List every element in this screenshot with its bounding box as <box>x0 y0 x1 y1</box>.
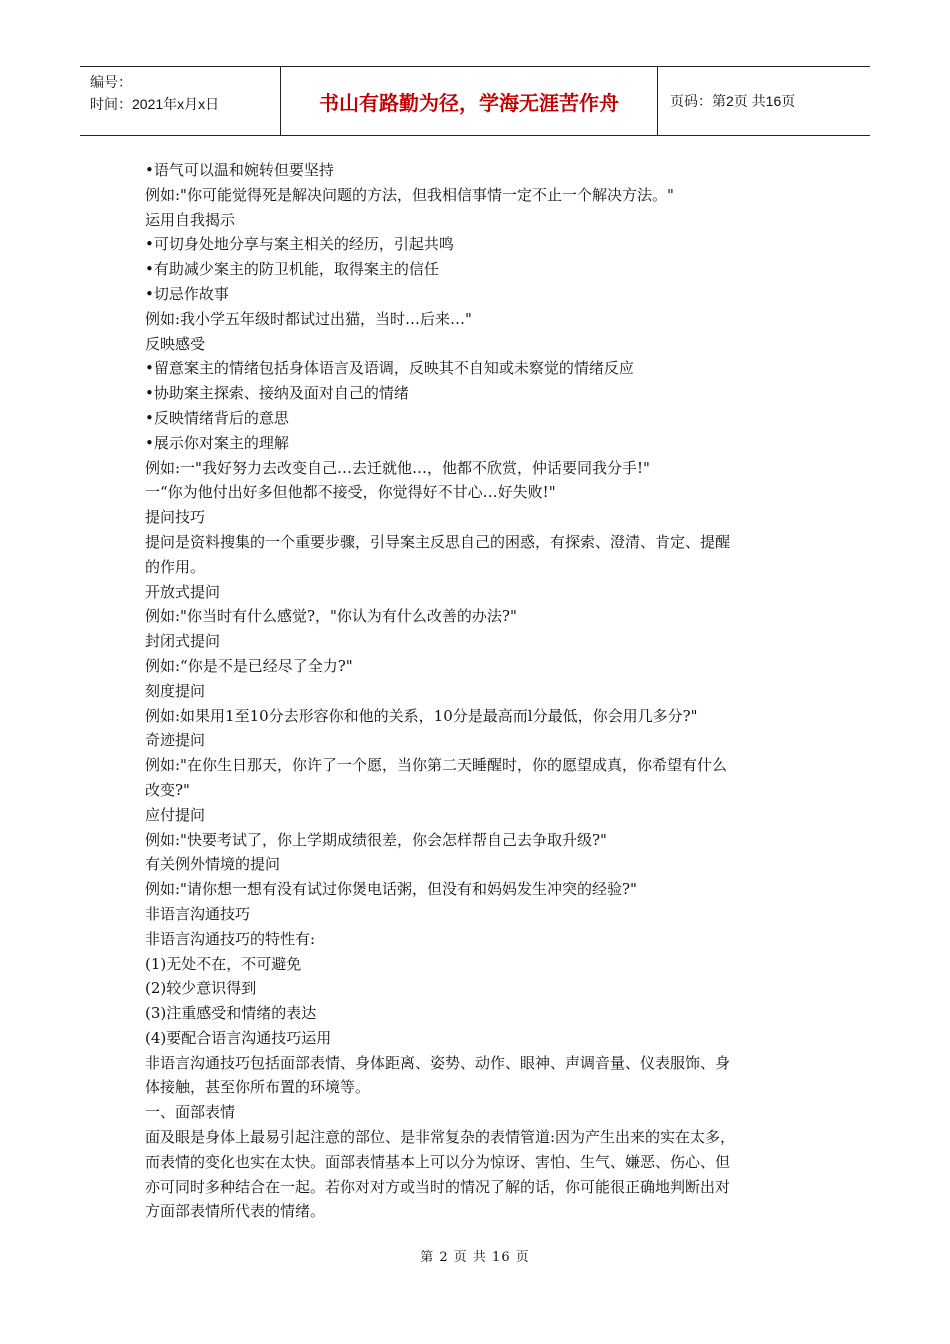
document-body <box>145 158 805 1224</box>
text-line: 方面部表情所代表的情绪。 <box>145 1202 326 1221</box>
text-line: (2)较少意识得到 <box>145 979 257 998</box>
text-line: 例如:"快要考试了，你上学期成绩很差，你会怎样帮自己去争取升级?" <box>145 830 607 849</box>
text-line: 一、面部表情 <box>145 1103 236 1122</box>
text-line: 应付提问 <box>145 805 206 824</box>
text-line: 刻度提问 <box>145 681 206 700</box>
text-line: 例如:"请你想一想有没有试过你煲电话粥，但没有和妈妈发生冲突的经验?" <box>145 880 637 899</box>
text-line: 封闭式提问 <box>145 632 221 651</box>
text-line: 提问是资料搜集的一个重要步骤，引导案主反思自己的困惑，有探索、澄清、肯定、提醒 <box>145 532 731 551</box>
text-line: •可切身处地分享与案主相关的经历，引起共鸣 <box>145 235 454 254</box>
text-line: 体接触，甚至你所布置的环境等。 <box>145 1078 371 1097</box>
text-line: 有关例外情境的提问 <box>145 855 281 874</box>
text-line: 提问技巧 <box>145 508 206 527</box>
text-line: 例如:"你可能觉得死是解决问题的方法，但我相信事情一定不止一个解决方法。" <box>145 185 674 204</box>
text-line: 亦可同时多种结合在一起。若你对对方或当时的情况了解的话，你可能很正确地判断出对 <box>145 1177 731 1196</box>
text-line: •有助减少案主的防卫机能，取得案主的信任 <box>145 260 439 279</box>
text-line: 的作用。 <box>145 557 206 576</box>
text-line: 奇迹提问 <box>145 731 206 750</box>
text-line: 例如:我小学五年级时都试过出猫，当时…后来…" <box>145 309 472 328</box>
text-line: 非语言沟通技巧包括面部表情、身体距离、姿势、动作、眼神、声调音量、仪表服饰、身 <box>145 1053 731 1072</box>
text-line: 面及眼是身体上最易引起注意的部位、是非常复杂的表情管道:因为产生出来的实在太多， <box>145 1128 736 1147</box>
text-line: (3)注重感受和情绪的表达 <box>145 1004 317 1023</box>
text-line: 改变?" <box>145 780 190 799</box>
page-header <box>80 66 870 136</box>
text-line: (1)无处不在，不可避免 <box>145 954 302 973</box>
text-line: •语气可以温和婉转但要坚持 <box>145 161 334 179</box>
text-line: 例如:"在你生日那天，你许了一个愿，当你第二天睡醒时，你的愿望成真，你希望有什么 <box>145 756 727 775</box>
text-line: 例如:一"我好努力去改变自己…去迁就他…，他都不欣赏，仲话要同我分手!" <box>145 458 650 477</box>
document-time-label: 时间：2021年x月x日 <box>90 96 220 112</box>
text-line: •切忌作故事 <box>145 284 229 303</box>
text-line: 非语言沟通技巧的特性有: <box>145 929 316 948</box>
text-line: •反映情绪背后的意思 <box>145 408 289 427</box>
text-line: 运用自我揭示 <box>145 210 236 229</box>
header-page-info: 页码：第2页 共16页 <box>670 93 796 109</box>
text-line: 例如:如果用1至10分去形容你和他的关系，10分是最高而l分最低，你会用几多分?" <box>145 706 698 725</box>
header-motto: 书山有路勤为径，学海无涯苦作舟 <box>281 67 658 135</box>
text-line: 例如:"你当时有什么感觉?，"你认为有什么改善的办法?" <box>145 607 517 626</box>
page-footer: 第 2 页 共 16 页 <box>420 1250 530 1265</box>
text-line: •留意案主的情绪包括身体语言及语调，反映其不自知或未察觉的情绪反应 <box>145 359 634 378</box>
text-line: •协助案主探索、接纳及面对自己的情绪 <box>145 384 409 403</box>
text-line: 反映感受 <box>145 334 206 353</box>
header-meta <box>80 67 281 135</box>
text-line: 一“你为他付出好多但他都不接受，你觉得好不甘心…好失败!" <box>145 483 556 502</box>
text-line: 开放式提问 <box>145 582 221 601</box>
document-number-label: 编号： <box>90 74 132 90</box>
text-line: •展示你对案主的理解 <box>145 433 289 452</box>
text-line: 非语言沟通技巧 <box>145 904 251 923</box>
text-line: 例如:“你是不是已经尽了全力?" <box>145 656 353 675</box>
text-line: (4)要配合语言沟通技巧运用 <box>145 1028 332 1047</box>
text-line: 而表情的变化也实在太快。面部表情基本上可以分为惊讶、害怕、生气、嫌恶、伤心、但 <box>145 1152 731 1171</box>
